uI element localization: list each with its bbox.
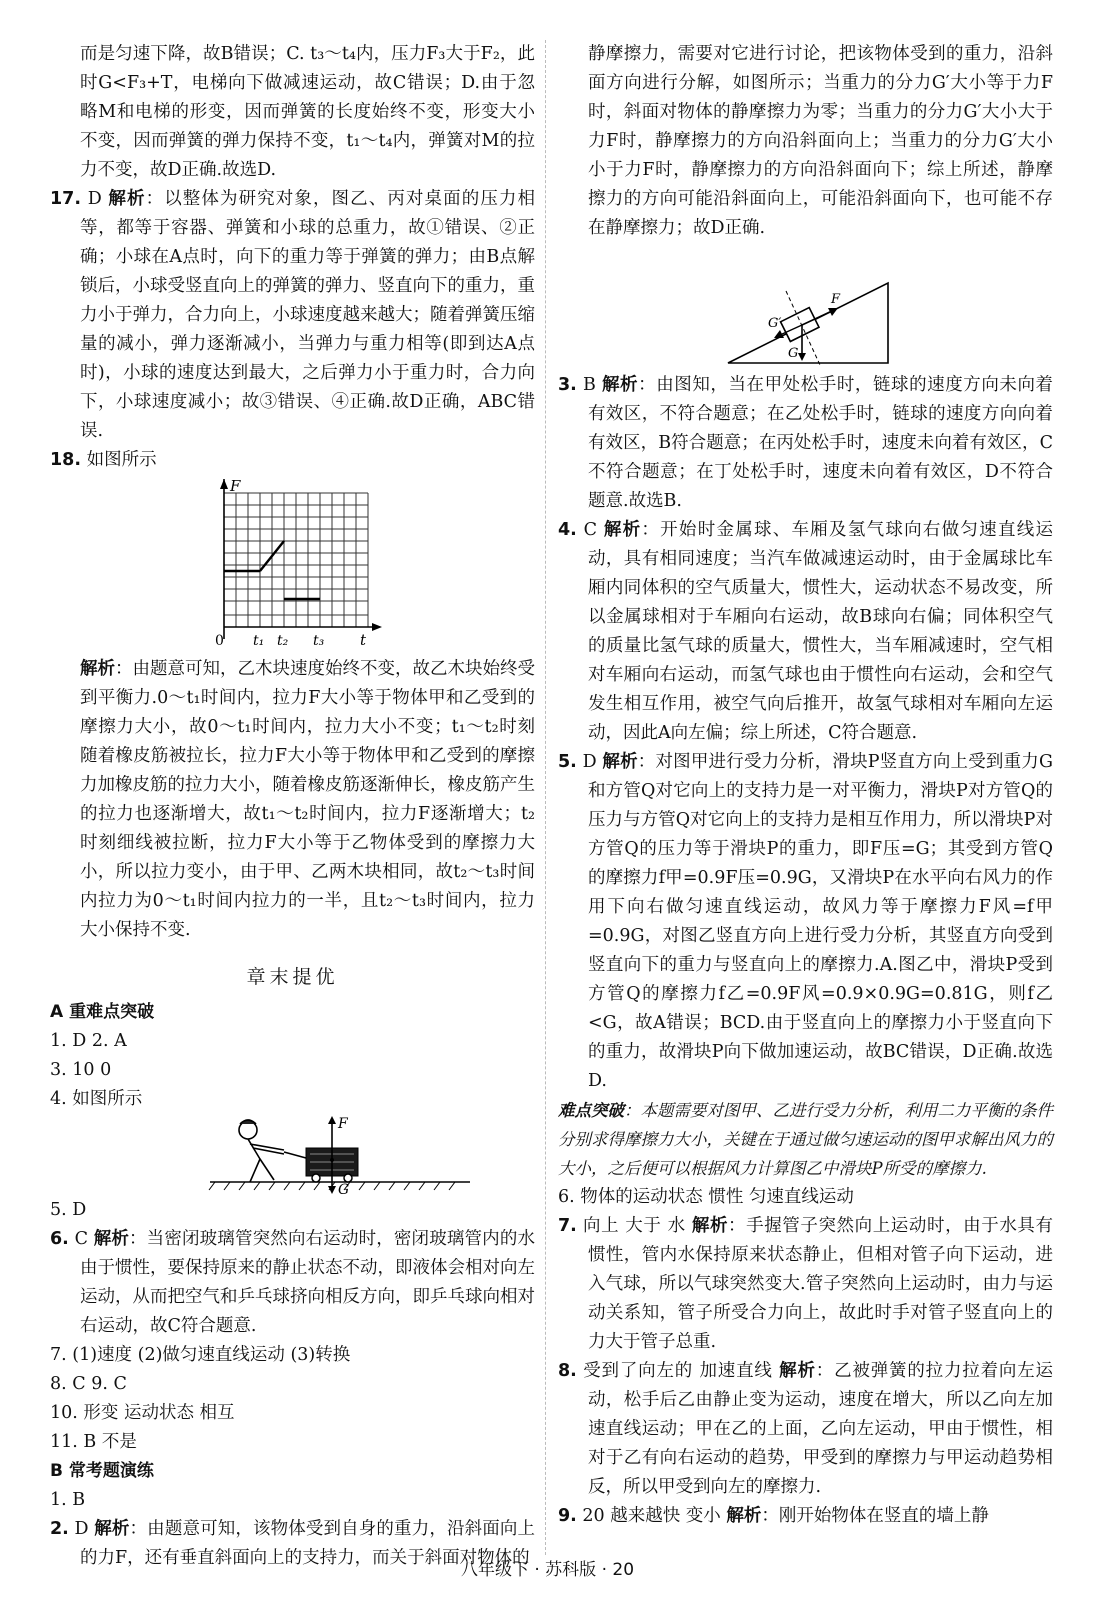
incline-f-label: F <box>831 292 841 307</box>
graph-x-label: t <box>360 631 367 649</box>
question-b2-continued: 静摩擦力，需要对它进行讨论，把该物体受到的重力，沿斜面方向进行分解，如图所示；当重力的分力G′大小等于力F时，斜面对物体的静摩擦力为零；当重力的分力G′大小大于力F时，静摩擦力的方向沿斜面向上；当重力的分力G′大小小于力F时，静摩擦力的方向沿斜面向下；综上所述，静摩擦力的方向可能沿斜面向上，可能沿斜面向下，也可能不存在静摩擦力；故D正确. <box>588 44 1053 238</box>
cart-g-label: G <box>338 1182 350 1196</box>
graph-grid <box>224 493 368 627</box>
question-18-analysis: 解析：由题意可知，乙木块速度始终不变，故乙木块始终受到平衡力.0～t₁时间内，拉力F大小等于物体甲和乙受到的摩擦力大小，故0～t₁时间内，拉力大小不变；t₁～t₂时刻随着橡皮筋被拉长，拉力F大小等于物体甲和乙受到的摩擦力加橡皮筋的拉力大小，随着橡皮筋逐渐伸长，橡皮筋产生的拉力也逐渐增大，故t₁～t₂时间内，拉力F逐渐增大；t₂时刻细线被拉断，拉力F大小等于乙物体受到的摩擦力大小，所以拉力变小，由于甲、乙两木块相同，故t₂～t₃时间内拉力为0～t₁时间内拉力的一半，且t₂～t₃时间内，拉力大小保持不变. <box>80 659 535 940</box>
question-b4: 4. C 解析：开始时金属球、车厢及氢气球向右做匀速直线运动，具有相同速度；当汽车做减速运动时，由于金属球比车厢内同体积的空气质量大，惯性大，运动状态不易改变，所以金属球相对于车厢向右运动，故B球向右偏；同体积空气的质量比氢气球的质量大，惯性大，当车厢减速时，空气相对车厢向右运动，而氢气球也由于惯性向右运动，会和空气发生相互作用，被空气向后推开，故氢气球相对车厢向左运动，因此A向左偏；综上所述，C符合题意. <box>558 520 1053 743</box>
incline-block <box>781 308 819 342</box>
left-column <box>50 40 535 1573</box>
cart-f-label: F <box>338 1116 348 1132</box>
cart-force-figure <box>50 1114 535 1196</box>
chapter-title: 章末提优 <box>246 966 339 988</box>
answer-a8: 8. C 9. C <box>50 1374 127 1394</box>
answer-a1: 1. D 2. A <box>50 1031 127 1051</box>
cart-wheel-right <box>344 1174 352 1182</box>
graph-t2: t₂ <box>277 633 289 649</box>
question-17: 17. D 解析：以整体为研究对象，图乙、丙对桌面的压力相等，都等于容器、弹簧和小球的总重力，故①错误、②正确；小球在A点时，向下的重力等于弹簧的弹力；由B点解锁后，小球受竖直向上的弹簧的弹力、竖直向下的重力，重力小于弹力，合力向上，小球速度越来越大；随着弹簧压缩量的减小，弹力逐渐减小，当弹力与重力相等(即到达A点时)，小球的速度达到最大，之后弹力小于重力时，合力向下，小球速度减小；故③错误、④正确.故D正确，ABC错误. <box>50 189 536 441</box>
question-b2: 2. D 解析：由题意可知，该物体受到自身的重力，沿斜面向上的力F，还有垂直斜面向上的支持力，而关于斜面对物体的 <box>50 1519 535 1568</box>
page-footer: 八年级下 · 苏科版 · 20 <box>460 1560 635 1580</box>
graph-y-label: F <box>230 477 241 495</box>
cart-handle <box>284 1152 306 1158</box>
incline-gprime-label: G′ <box>768 316 782 331</box>
section-a-heading: A 重难点突破 <box>50 1002 155 1022</box>
graph-origin: 0 <box>215 633 224 649</box>
incline-g-label: G <box>788 346 799 361</box>
answer-a3: 3. 10 0 <box>50 1060 112 1080</box>
continued-paragraph: 而是匀速下降，故B错误；C. t₃～t₄内，压力F₃大于F₂，此时G<F₃+T，电梯向下做减速运动，故C错误；D.由于忽略M和电梯的形变，因而弹簧的长度始终不变，形变大小不变，因而弹簧的弹力保持不变，t₁～t₄内，弹簧对M的拉力不变，故D正确.故选D. <box>80 44 535 180</box>
question-b9: 9. 20 越来越快 变小 解析：刚开始物体在竖直的墙上静 <box>558 1506 989 1526</box>
question-b7: 7. 向上 大于 水 解析：手握管子突然向上运动时，由于水具有惯性，管内水保持原来状态静止，但相对管子向下运动，进入气球，所以气球突然变大.管子突然向上运动时，由力与运动关系知，管子所受合力向上，故此时手对管子竖直向上的力大于管子总重. <box>558 1216 1053 1352</box>
question-a6: 6. C 解析：当密闭玻璃管突然向右运动时，密闭玻璃管内的水由于惯性，要保持原来的静止状态不动，即液体会相对向左运动，从而把空气和乒乓球挤向相反方向，即乒乓球向相对右运动，故C符合题意. <box>50 1229 536 1336</box>
incline-figure <box>558 243 1053 371</box>
graph-t3: t₃ <box>313 633 325 649</box>
question-b3: 3. B 解析：由图知，当在甲处松手时，链球的速度方向未向着有效区，不符合题意；在乙处松手时，链球的速度方向向着有效区，B符合题意；在丙处松手时，速度未向着有效区，C不符合题意；在丁处松手时，速度未向着有效区，D不符合题意.故选B. <box>558 375 1054 511</box>
y-axis-arrow <box>220 479 228 489</box>
column-divider <box>545 40 546 1555</box>
question-b8: 8. 受到了向左的 加速直线 解析：乙被弹簧的拉力拉着向左运动，松手后乙由静止变为运动，速度在增大，所以乙向左加速直线运动；甲在乙的上面，乙向左运动，甲由于惯性，相对于乙有向右运动的趋势，甲受到的摩擦力与甲运动趋势相反，所以甲受到向左的摩擦力. <box>558 1361 1054 1497</box>
graph-t1: t₁ <box>253 633 265 649</box>
answer-a7: 7. (1)速度 (2)做匀速直线运动 (3)转换 <box>50 1345 351 1365</box>
right-column <box>558 40 1053 1531</box>
answer-a11: 11. B 不是 <box>50 1432 137 1452</box>
answer-b1: 1. B <box>50 1490 86 1510</box>
question-b5: 5. D 解析：对图甲进行受力分析，滑块P竖直方向上受到重力G和方管Q对它向上的支持力是一对平衡力，滑块P对方管Q的压力与方管Q对它向上的支持力是相互作用力，所以滑块P对方管Q的压力等于滑块P的重力，即F压=G；其受到方管Q的摩擦力f甲=0.9F压=0.9G，又滑块P在水平向右风力的作用下向右做匀速直线运动，故风力等于摩擦力F风=f甲=0.9G，对图乙竖直方向上进行受力分析，其竖直方向受到竖直向下的重力与竖直向上的摩擦力.A.图乙中，滑块P受到方管Q的摩擦力f乙=0.9F风=0.9×0.9G=0.81G，则f乙<G，故A错误；BCD.由于竖直向上的摩擦力小于竖直向下的重力，故滑块P向下做加速运动，故BC错误，D正确.故选D. <box>558 752 1053 1091</box>
answer-a10: 10. 形变 运动状态 相互 <box>50 1403 235 1423</box>
cart-wheel-left <box>312 1174 320 1182</box>
question-18: 18. 如图所示 <box>50 450 157 470</box>
answer-a5: 5. D <box>50 1200 87 1220</box>
answer-b6: 6. 物体的运动状态 惯性 匀速直线运动 <box>558 1187 854 1207</box>
difficulty-note: 难点突破：本题需要对图甲、乙进行受力分析，利用二力平衡的条件分别求得摩擦力大小，关键在于通过做匀速运动的图甲求解出风力的大小，之后便可以根据风力计算图乙中滑块P所受的摩擦力. <box>558 1101 1053 1178</box>
answer-a4: 4. 如图所示 <box>50 1089 143 1109</box>
boy-figure <box>239 1120 284 1182</box>
x-axis-arrow <box>372 623 382 631</box>
force-time-graph <box>50 475 535 655</box>
section-b-heading: B 常考题演练 <box>50 1461 154 1481</box>
